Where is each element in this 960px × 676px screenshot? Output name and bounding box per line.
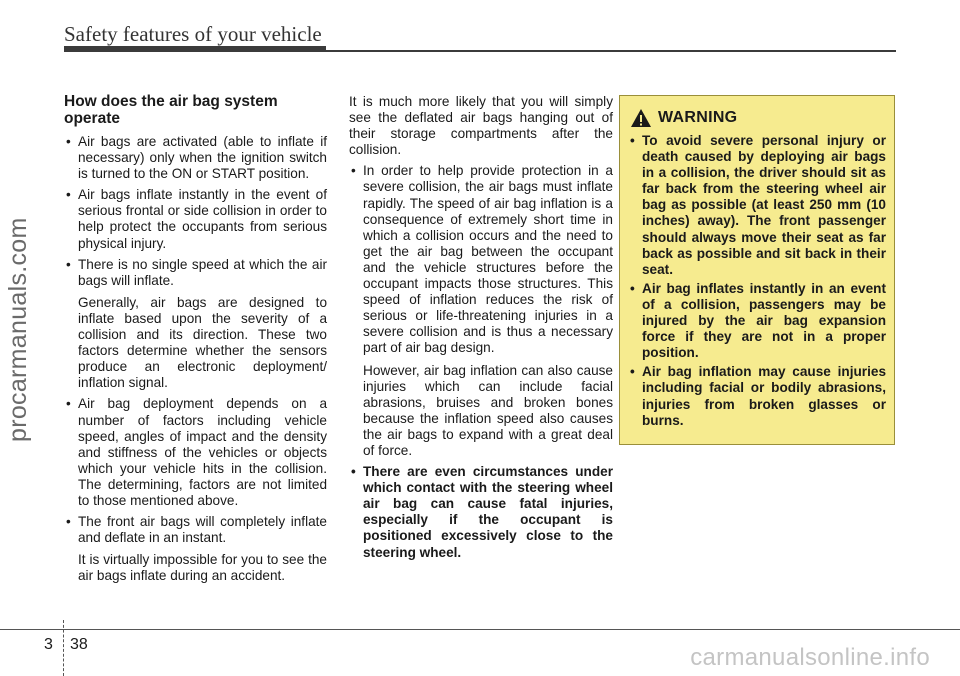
warning-title: WARNING <box>658 109 738 126</box>
list-item: • Air bags inflate instantly in the event of serious frontal or side collision in order to help protect the occupants from serious physical injury. <box>64 187 327 251</box>
watermark-bottom: carmanualsonline.info <box>690 644 930 671</box>
list-item: • There is no single speed at which the air bags will inflate. Generally, air bags are designed to inflate based upon the severity of a collision and its direction. These two factors determine whether the sensors produce an electronic deployment/ inflation signal. <box>64 257 327 392</box>
page-number: 38 <box>70 636 88 653</box>
list-item: • Air bag inflation may cause injuries including facial or bodily abrasions, injuries from broken glasses or burns. <box>628 364 886 428</box>
footer-rule <box>0 629 960 630</box>
continuation-paragraph: It is much more likely that you will simply see the deflated air bags hanging out of their storage compartments after the collision. <box>349 94 613 158</box>
warning-header <box>630 108 737 128</box>
warning-body <box>628 133 886 432</box>
footer-divider <box>63 620 64 676</box>
list-item: • The front air bags will completely inflate and deflate in an instant. It is virtually impossible for you to see the air bags inflate during an accident. <box>64 514 327 584</box>
inflation-bullet-list <box>349 163 613 560</box>
page-header-title: Safety features of your vehicle <box>64 22 322 46</box>
warning-triangle-icon <box>630 108 652 128</box>
list-item: • In order to help provide protection in a severe collision, the air bags must inflate rapidly. The speed of air bag inflation is a consequence of extremely short time in which a collision occurs and the need to get the air bag between the occupant and the vehicle structures before the occupant impacts those structures. This speed of inflation reduces the risk of serious or life-threatening injuries in a severe collision and is thus a necessary part of air bag design. However, air bag inflation can also cause injuries which can include facial abrasions, bruises and broken bones because the inflation speed also causes the air bags to expand with a great deal of force. <box>349 163 613 459</box>
list-item: • Air bag inflates instantly in an event of a collision, passengers may be injured by the air bag expansion force if they are not in a proper position. <box>628 281 886 361</box>
column-1 <box>64 93 327 589</box>
header-rule <box>326 50 896 52</box>
header-accent-bar <box>64 46 326 52</box>
list-item: • To avoid severe personal injury or death caused by deploying air bags in a collision, the driver should sit as far back from the steering wheel air bag as possible (at least 250 mm (10 inches) away). The front passenger should always move their seat as far back as possible and sit back in their seat. <box>628 133 886 278</box>
watermark-left: procarmanuals.com <box>4 217 32 443</box>
operation-bullet-list <box>64 134 327 584</box>
list-item: • There are even circumstances under which contact with the steering wheel air bag can cause fatal injuries, especially if the occupant is positioned excessively close to the steering wheel. <box>349 464 613 561</box>
chapter-number: 3 <box>44 636 53 653</box>
warning-bullet-list <box>628 133 886 429</box>
warning-box <box>619 95 895 445</box>
column-2 <box>349 94 613 566</box>
section-heading: How does the air bag system operate <box>64 93 278 127</box>
list-item: • Air bag deployment depends on a number of factors including vehicle speed, angles of impact and the density and stiffness of the vehicles or objects which your vehicle hits in the collision. The determining, factors are not limited to those mentioned above. <box>64 396 327 509</box>
list-item: • Air bags are activated (able to inflate if necessary) only when the ignition switch is turned to the ON or START position. <box>64 134 327 182</box>
